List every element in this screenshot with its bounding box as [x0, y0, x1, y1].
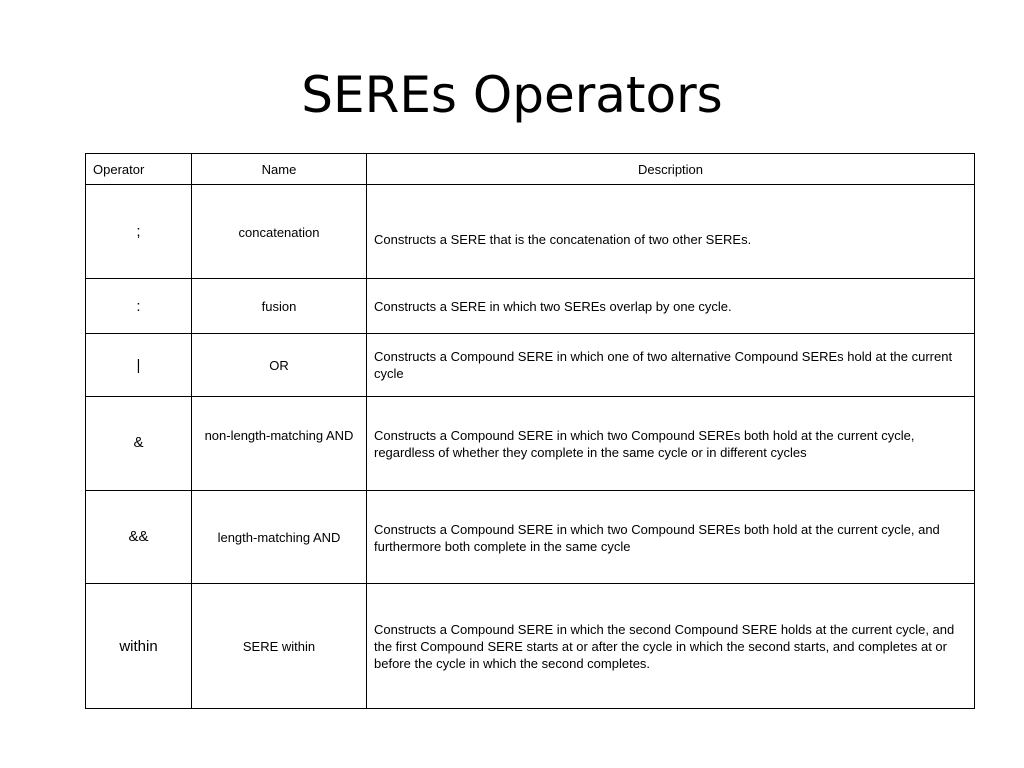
description-cell: Constructs a SERE in which two SEREs overlap by one cycle. [367, 279, 975, 334]
table-row [86, 334, 975, 397]
table-row [86, 279, 975, 334]
operator-cell: & [86, 397, 192, 491]
name-cell: length-matching AND [192, 491, 367, 584]
name-cell: non-length-matching AND [192, 397, 367, 491]
description-cell: Constructs a Compound SERE in which two Compound SEREs both hold at the current cycle, regardless of whether they complete in the same cycle or in different cycles [367, 397, 975, 491]
slide-title: SEREs Operators [301, 66, 723, 124]
operator-cell: within [86, 584, 192, 709]
header-name: Name [192, 154, 367, 185]
operator-cell: | [86, 334, 192, 397]
name-cell: concatenation [192, 185, 367, 279]
description-cell: Constructs a SERE that is the concatenation of two other SEREs. [367, 185, 975, 279]
table-row [86, 584, 975, 709]
table-row [86, 397, 975, 491]
description-cell: Constructs a Compound SERE in which two Compound SEREs both hold at the current cycle, and furthermore both complete in the same cycle [367, 491, 975, 584]
operators-table [85, 153, 975, 709]
description-cell: Constructs a Compound SERE in which one of two alternative Compound SEREs hold at the current cycle [367, 334, 975, 397]
header-operator: Operator [86, 154, 192, 185]
table-row [86, 185, 975, 279]
name-cell: SERE within [192, 584, 367, 709]
name-cell: fusion [192, 279, 367, 334]
table-header-row [86, 154, 975, 185]
operator-cell: ; [86, 185, 192, 279]
operator-cell: : [86, 279, 192, 334]
operator-cell: && [86, 491, 192, 584]
name-cell: OR [192, 334, 367, 397]
description-cell: Constructs a Compound SERE in which the second Compound SERE holds at the current cycle, and the first Compound SERE starts at or after the cycle in which the second starts, and completes at or before the cycle in which the second completes. [367, 584, 975, 709]
header-description: Description [367, 154, 975, 185]
table-row [86, 491, 975, 584]
